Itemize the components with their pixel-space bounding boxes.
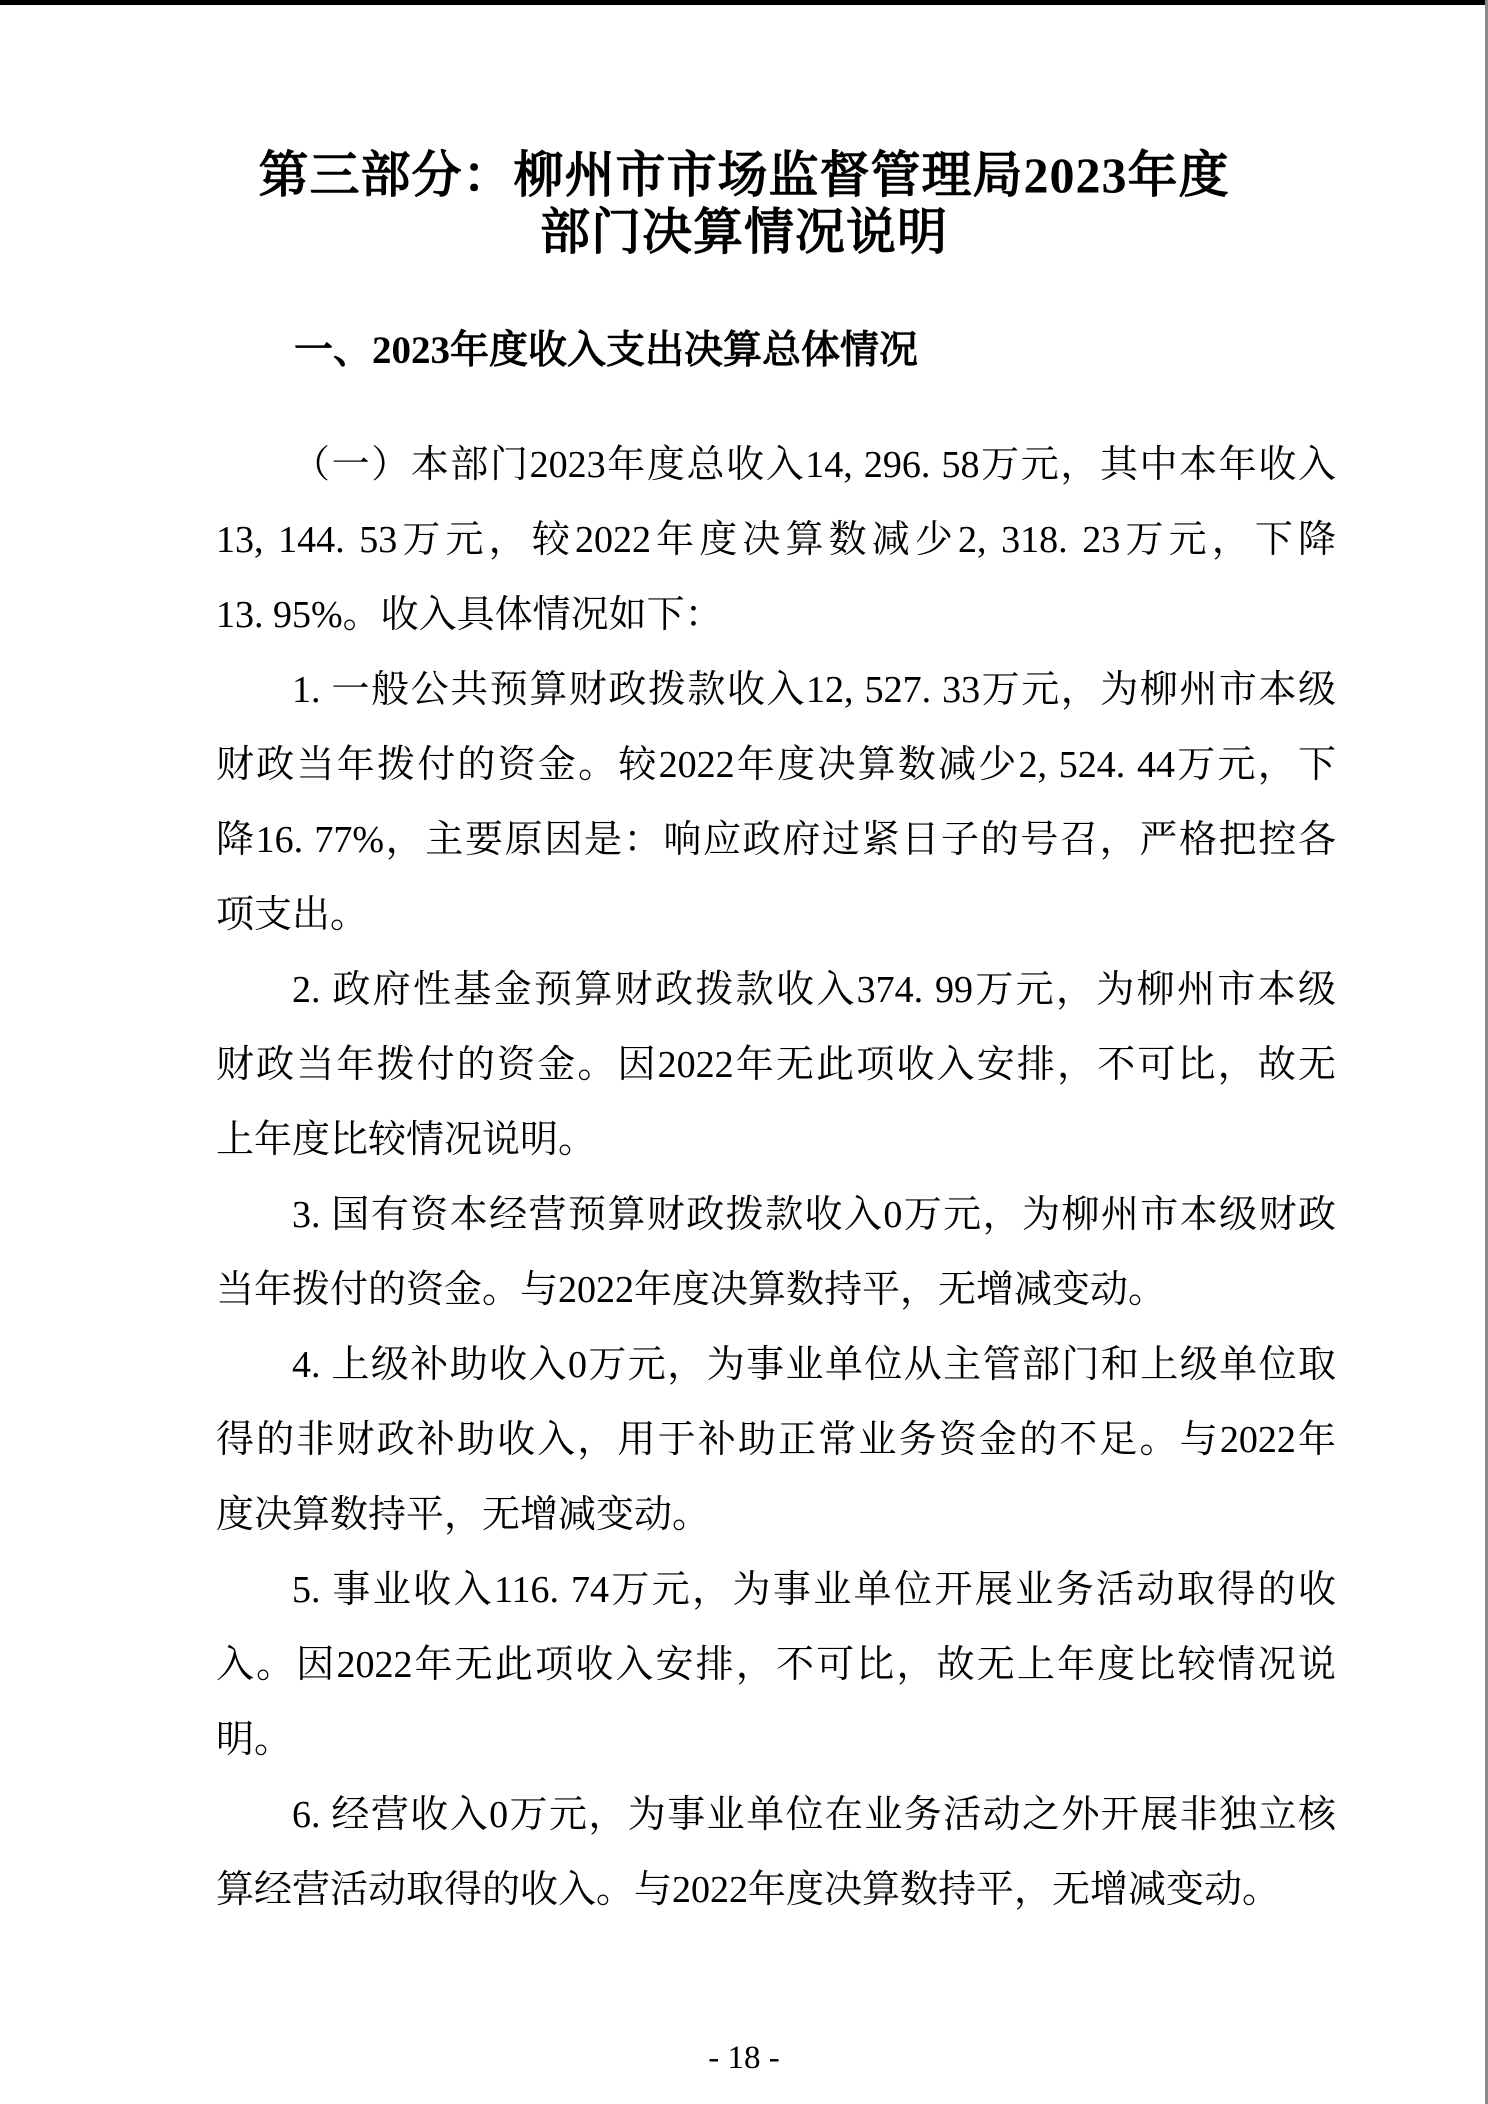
paragraph-line: 4. 上级补助收入0万元，为事业单位从主管部门和上级单位取 xyxy=(292,1344,1336,1386)
paragraph-line: 上年度比较情况说明。 xyxy=(216,1119,597,1161)
paragraph-line: 项支出。 xyxy=(216,894,369,936)
paragraph-line: 2. 政府性基金预算财政拨款收入374. 99万元，为柳州市本级 xyxy=(292,969,1336,1011)
paragraph-line: 得的非财政补助收入，用于补助正常业务资金的不足。与2022年 xyxy=(216,1419,1336,1461)
paragraph xyxy=(216,1328,1336,1553)
paragraph xyxy=(216,653,1336,953)
paragraph-line: 当年拨付的资金。与2022年度决算数持平，无增减变动。 xyxy=(216,1269,1167,1311)
document-title-line2: 部门决算情况说明 xyxy=(540,204,948,260)
paragraph-line: 13. 95%。收入具体情况如下： xyxy=(216,594,723,636)
paragraph xyxy=(216,1778,1336,1928)
paragraph-line: 度决算数持平，无增减变动。 xyxy=(216,1494,711,1536)
paragraph-line: 算经营活动取得的收入。与2022年度决算数持平，无增减变动。 xyxy=(216,1869,1281,1911)
section-heading: 一、2023年度收入支出决算总体情况 xyxy=(294,329,919,372)
document-title xyxy=(0,0,1488,261)
paragraph-line: 5. 事业收入116. 74万元，为事业单位开展业务活动取得的收 xyxy=(292,1569,1336,1611)
paragraph-line: 入。因2022年无此项收入安排，不可比，故无上年度比较情况说 xyxy=(216,1644,1336,1686)
page-number: - 18 - xyxy=(708,2040,780,2076)
document-title-line1: 第三部分：柳州市市场监督管理局2023年度 xyxy=(258,147,1230,203)
paragraph-line: 降16. 77%，主要原因是：响应政府过紧日子的号召，严格把控各 xyxy=(216,819,1336,861)
paragraph-line: （一）本部门2023年度总收入14, 296. 58万元，其中本年收入 xyxy=(292,444,1336,486)
document-body xyxy=(216,428,1336,1928)
paragraph-line: 明。 xyxy=(216,1719,293,1761)
paragraph-line: 6. 经营收入0万元，为事业单位在业务活动之外开展非独立核 xyxy=(292,1794,1336,1836)
paragraph xyxy=(216,428,1336,653)
page-top-border xyxy=(0,0,1488,5)
paragraph-line: 3. 国有资本经营预算财政拨款收入0万元，为柳州市本级财政 xyxy=(292,1194,1336,1236)
paragraph-line: 财政当年拨付的资金。因2022年无此项收入安排，不可比，故无 xyxy=(216,1044,1336,1086)
paragraph xyxy=(216,953,1336,1178)
paragraph xyxy=(216,1178,1336,1328)
paragraph-line: 1. 一般公共预算财政拨款收入12, 527. 33万元，为柳州市本级 xyxy=(292,669,1336,711)
paragraph-line: 13, 144. 53万元，较2022年度决算数减少2, 318. 23万元，下降 xyxy=(216,519,1336,561)
paragraph-line: 财政当年拨付的资金。较2022年度决算数减少2, 524. 44万元，下 xyxy=(216,744,1336,786)
paragraph xyxy=(216,1553,1336,1778)
